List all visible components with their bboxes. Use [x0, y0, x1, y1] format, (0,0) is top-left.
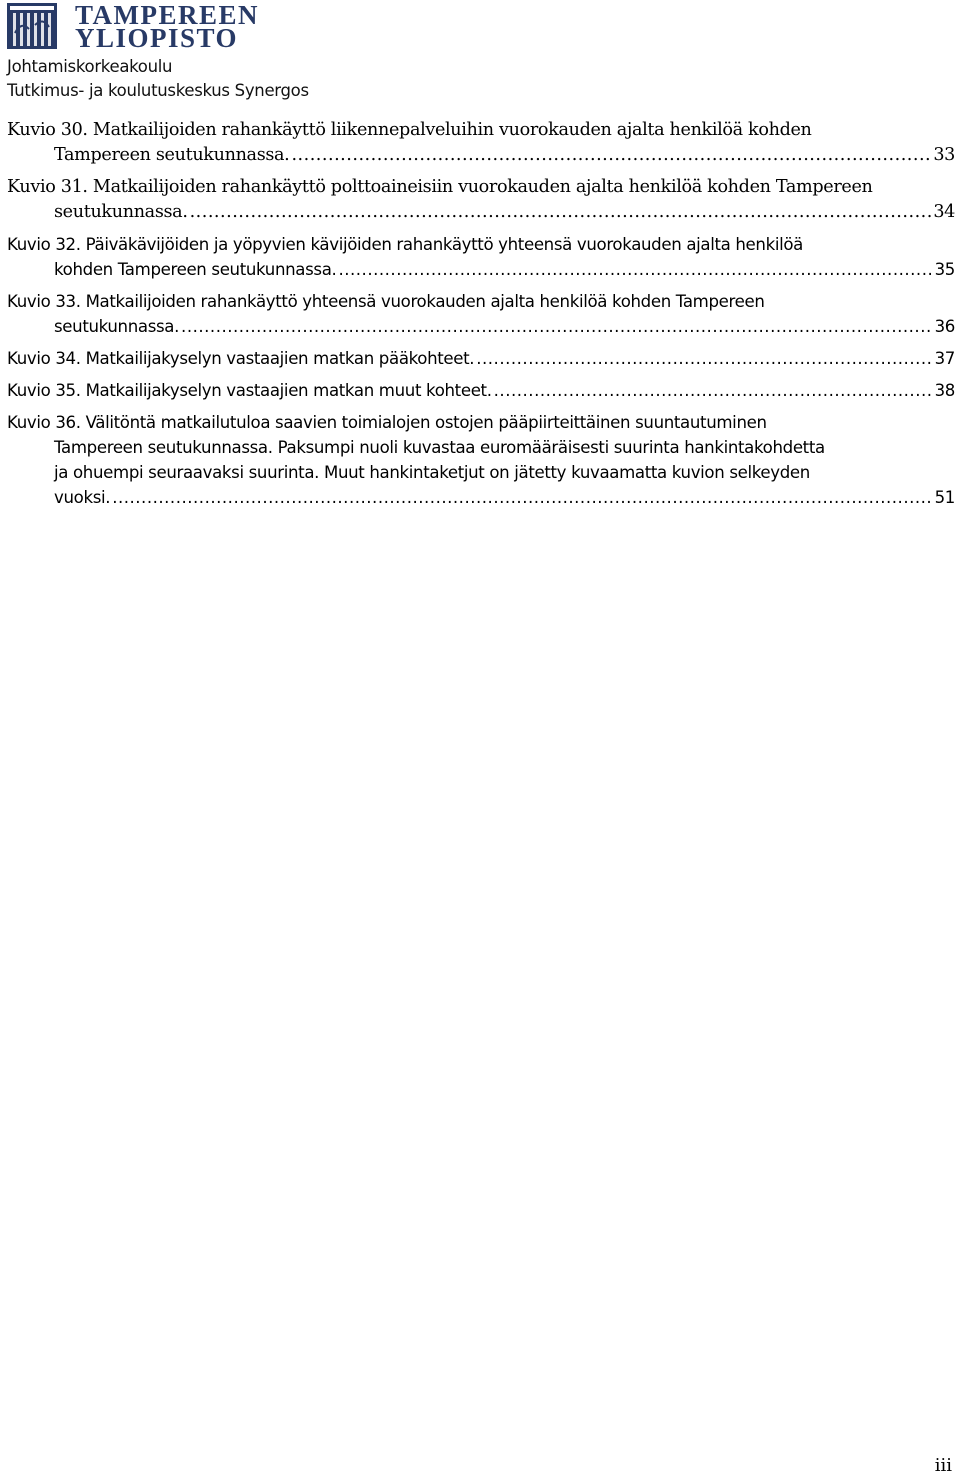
dot-leader [338, 257, 932, 279]
toc-entry-title-end: Kuvio 34. Matkailijakyselyn vastaajien matkan pääkohteet. [7, 349, 475, 368]
toc-entry-title: Kuvio 31. Matkailijoiden rahankäyttö polttoaineisiin vuorokauden ajalta henkilöä kohden Tampereen [7, 177, 873, 197]
toc-entry-last-line [7, 346, 955, 371]
toc-entry-title: Kuvio 36. Välitöntä matkailutuloa saavien toimialojen ostojen pääpiirteittäinen suuntautuminen [7, 413, 767, 432]
toc-entry-last-line [7, 485, 955, 510]
toc-entry-title-end: Kuvio 35. Matkailijakyselyn vastaajien matkan muut kohteet. [7, 381, 492, 400]
toc-page-number: 36 [934, 317, 955, 336]
research-centre-name: Tutkimus- ja koulutuskeskus Synergos [7, 81, 309, 100]
dot-leader [112, 485, 932, 507]
toc-entry-last-line [7, 143, 955, 168]
toc-entry-title-continued: Tampereen seutukunnassa. Paksumpi nuoli kuvastaa euromääräisesti suurinta hankintakohdetta [54, 438, 825, 457]
university-logo [7, 0, 267, 53]
toc-page-number: 34 [933, 202, 955, 222]
dot-leader [190, 200, 932, 222]
toc-entry-kuvio-31[interactable] [7, 175, 955, 225]
dot-leader [494, 378, 933, 400]
toc-entry-last-line [7, 200, 955, 225]
toc-page-number: 38 [934, 381, 955, 400]
table-of-figures [7, 118, 955, 517]
dot-leader [181, 314, 933, 336]
toc-page-number: 33 [933, 145, 955, 165]
dot-leader [291, 143, 931, 165]
toc-entry-title-end: seutukunnassa. [54, 202, 188, 222]
toc-entry-title-end: seutukunnassa. [54, 317, 180, 336]
logo-text-line1: TAMPEREEN [75, 0, 260, 30]
toc-entry-kuvio-33[interactable] [7, 289, 955, 339]
faculty-name: Johtamiskorkeakoulu [7, 57, 173, 76]
toc-entry-title-continued: ja ohuempi seuraavaksi suurinta. Muut hankintaketjut on jätetty kuvaamatta kuvion selkeyden [54, 463, 810, 482]
toc-entry-kuvio-36[interactable] [7, 410, 955, 510]
toc-entry-title-end: Tampereen seutukunnassa. [54, 145, 290, 165]
toc-entry-kuvio-32[interactable] [7, 232, 955, 282]
toc-entry-kuvio-30[interactable] [7, 118, 955, 168]
toc-entry-title: Kuvio 33. Matkailijoiden rahankäyttö yhteensä vuorokauden ajalta henkilöä kohden Tampereen [7, 292, 765, 311]
toc-entry-last-line [7, 314, 955, 339]
dot-leader [476, 346, 932, 368]
toc-page-number: 35 [934, 260, 955, 279]
page-number: iii [934, 1455, 952, 1476]
toc-entry-last-line [7, 257, 955, 282]
toc-entry-last-line [7, 378, 955, 403]
toc-entry-kuvio-34[interactable] [7, 346, 955, 371]
toc-entry-title: Kuvio 32. Päiväkävijöiden ja yöpyvien kävijöiden rahankäyttö yhteensä vuorokauden ajalta henkilöä [7, 235, 803, 254]
toc-entry-title: Kuvio 30. Matkailijoiden rahankäyttö liikennepalveluihin vuorokauden ajalta henkilöä kohden [7, 120, 812, 140]
toc-entry-title-end: vuoksi. [54, 488, 111, 507]
toc-entry-kuvio-35[interactable] [7, 378, 955, 403]
logo-text-line2: YLIOPISTO [75, 23, 239, 53]
toc-page-number: 37 [934, 349, 955, 368]
columns-emblem-icon [7, 3, 57, 49]
toc-page-number: 51 [934, 488, 955, 507]
toc-entry-title-end: kohden Tampereen seutukunnassa. [54, 260, 337, 279]
